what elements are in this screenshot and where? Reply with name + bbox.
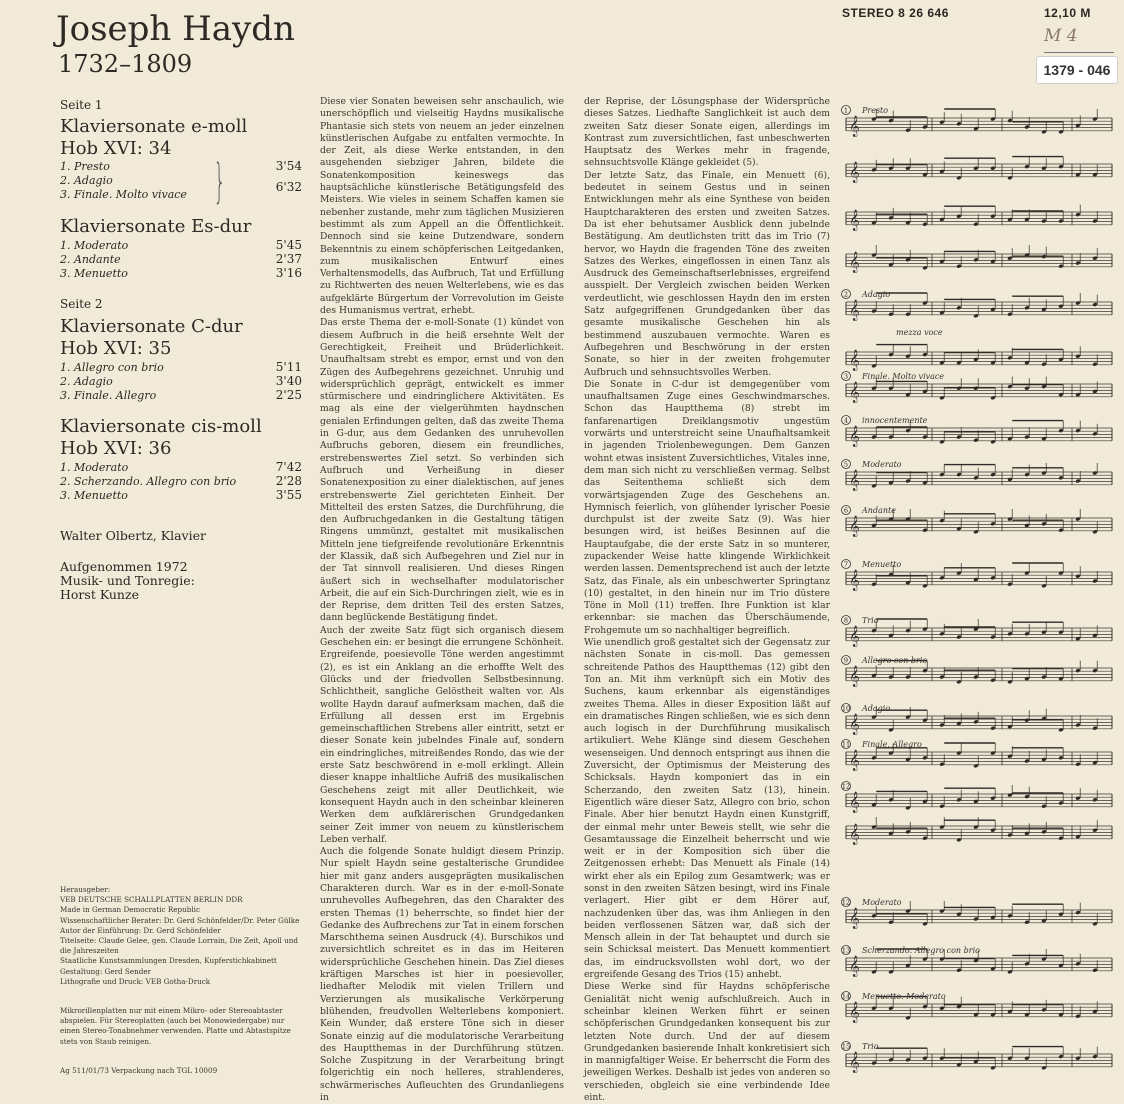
sonata-hob: Hob XVI: 34 — [60, 138, 172, 159]
movement: 1. Presto — [60, 160, 110, 173]
treble-clef-icon: 𝄞 — [849, 382, 860, 403]
example-number: 12 — [841, 782, 851, 791]
catalog-number: STEREO 8 26 646 — [842, 6, 949, 20]
tempo-marking: Finale. Allegro — [862, 740, 922, 749]
tempo-marking: Allegro con brio — [862, 656, 928, 665]
duration: 6'32 — [275, 180, 302, 194]
treble-clef-icon: 𝄞 — [849, 824, 860, 845]
sonata-title: Klaviersonate cis-moll — [60, 416, 262, 437]
recording-year: Aufgenommen 1972 — [60, 559, 188, 574]
essay-column-1 — [320, 96, 564, 1104]
example-number: 15 — [841, 1042, 851, 1051]
duration: 2'28 — [275, 474, 302, 488]
composer-name: Joseph Haydn — [56, 9, 295, 49]
treble-clef-icon: 𝄞 — [849, 162, 860, 183]
treble-clef-icon: 𝄞 — [849, 714, 860, 735]
music-examples — [840, 92, 1116, 1096]
example-number: 5 — [843, 460, 849, 469]
treble-clef-icon: 𝄞 — [849, 470, 860, 491]
treble-clef-icon: 𝄞 — [849, 1052, 860, 1073]
treble-clef-icon: 𝄞 — [849, 210, 860, 231]
tempo-marking: Trio — [862, 616, 879, 625]
treble-clef-icon: 𝄞 — [849, 666, 860, 687]
example-number: 12 — [841, 898, 851, 907]
tempo-marking: Presto — [862, 106, 889, 115]
example-number: 7 — [843, 560, 849, 569]
essay-paragraph: der Reprise, der Lösungsphase der Widersprüche dieses Satzes. Liedhafte Sanglichkeit ist auch dem zweiten Satz dieser Sonate eigen, allerdings im Kontrast zum zuversichtlichen, fast unbeschwerten Hauptsatz des Werkes mehr in fragende, sehnsuchtsvolle Klänge gekleidet (5). — [584, 96, 830, 169]
publisher-line: Herausgeber: — [60, 885, 111, 894]
direction-label: Musik- und Tonregie: — [60, 573, 195, 588]
publisher-info — [60, 885, 300, 987]
publisher-line: Staatliche Kunstsammlungen Dresden, Kupferstichkabinett — [60, 956, 277, 966]
duration: 5'11 — [275, 360, 302, 374]
tempo-marking: Adagio — [862, 290, 891, 299]
tempo-marking: innocentemente — [862, 416, 928, 425]
tempo-marking: Finale. Molto vivace — [862, 372, 945, 381]
essay-paragraph: Die Sonate in C-dur ist demgegenüber vom unaufhaltsamen Zuge eines Geschwindmarsches. Schon das Hauptthema (8) strebt im fanfarenartigen Dreiklangsmotiv ungestüm vorwärts und unterstreicht seine Unaufhaltsamkeit in jagenden Triolenbewegungen. Dem Ganzen wohnt etwas insistent Zuversichtliches, Vitales inne, dem man sich nicht zu verschließen vermag. Selbst das Seitenthema schließt sich dem vorwärtsjagenden Zuge des Geschehens an. Hymnisch feierlich, von glühender lyrischer Poesie durchpulst ist der zweite Satz (9). Was hier besungen wird, ist heißes Besinnen auf die Hauptaufgabe, die der erste Satz in so munterer, zupackender Weise hatte klingende Wirklichkeit werden lassen. Dementsprechend ist auch der letzte Satz, das Finale, als ein unbeschwerter Springtanz (10) gestaltet, in den hinein nur im Trio düstere Töne in Moll (11) treffen. Ihre Funktion ist klar erkennbar: sie machen das Überschäumende, Frohgemute um so nachhaltiger begreiflich. — [584, 378, 830, 636]
treble-clef-icon: 𝄞 — [849, 116, 860, 137]
treble-clef-icon: 𝄞 — [849, 252, 860, 273]
example-number: 9 — [843, 656, 849, 665]
care-instructions: Mikrorillenplatten nur mit einem Mikro- oder Stereoabtaster abspielen. Für Stereoplatten (auch bei Monowiedergabe) nur einen Stereo-Tonabnehmer verwenden. Platte und Abtastspitze stets von Staub reinigen. — [60, 1006, 291, 1046]
essay-paragraph: Wie unendlich groß gestaltet sich der Gegensatz zur nächsten Sonate in cis-moll. Das gemessen schreitende Pathos des Hauptthemas (12) gibt den Ton an. Mit ihm verknüpft sich ein Motiv des Suchens, kaum erkennbar als eigenständiges zweites Thema. Alles in dieser Exposition läßt auf ein dramatisches Ringen schließen, wie es sich denn auch logisch in der Durchführung musikalisch artikuliert. Wehe Klänge sind diesem Geschehen wesenseigen. Und dennoch entspringt aus ihnen die Zuversicht, der Optimismus der Meisterung des Schicksals. Haydn komponiert das in ein Scherzando, den zweiten Satz (13), hinein. Eigentlich wäre dieser Satz, Allegro con brio, schon Finale. Aber hier benutzt Haydn einen Kunstgriff, der einmal mehr unter Beweis stellt, wie sehr die Gesamtaussage die Einzelheit beherrscht und wie weit er in der Komposition sich über die Zeitgenossen erhebt: Das Menuett als Finale (14) wirkt eher als ein Epilog zum Gesamtwerk; was er sonst in den zweiten Sätzen besingt, wird ins Finale verlagert. Hier gibt er dem Hörer auf, nachzudenken über das, was ihm Anliegen in den beiden verflossenen Sätzen war, daß sich der Mensch allein in der Tat behauptet und durch sie sein Schicksal meistert. Das Menuett kommentiert das, im eindrucksvollsten wohl dort, wo der ergreifende Gesang des Trios (15) anhebt. — [584, 637, 831, 981]
performer-credit: Walter Olbertz, Klavier — [60, 528, 206, 543]
tempo-marking: Trio — [862, 1042, 879, 1051]
movement: 1. Moderato — [60, 239, 129, 252]
tempo-marking: Menuetto — [862, 560, 902, 569]
sonata-title: Klaviersonate C-dur — [60, 316, 243, 337]
treble-clef-icon: 𝄞 — [849, 426, 860, 447]
essay-paragraph: Auch der zweite Satz fügt sich organisch diesem Geschehen ein: er besingt die errungene Schönheit. Ergreifende, poesievolle Töne werden angestimmt (2), es ist ein Anklang an die erhoffte Welt des Glücks und der friedvollen Selbstbesinnung. Schlichtheit, sangliche Gelöstheit walten vor. Als wollte Haydn darauf aufmerksam machen, daß die Erfüllung all dessen erst im Ergebnis gemeinschaftlichen Strebens aller eintritt, setzt er dieser Sonate kein jubelndes Finale auf, sondern ein eindringliches, mitreißendes Rondo, das wie der erste Satz beschwörend in e-moll erklingt. Allein dieser knappe inhaltliche Aufriß des musikalischen Geschehens zeigt mit aller Deutlichkeit, wie konsequent Haydn auch in den scheinbar kleineren Werken dem aufklärerischen Grundgedanken seiner Zeit immer von neuem zu künstlerischem Leben verhalf. — [320, 624, 564, 845]
treble-clef-icon: 𝄞 — [849, 626, 860, 647]
duration: 3'55 — [275, 488, 302, 502]
tempo-marking: Adagio — [862, 704, 891, 713]
essay-paragraph: Das erste Thema der e-moll-Sonate (1) kündet von diesem Aufbruch in die heiß ersehnte Welt der Gerechtigkeit, Freiheit und Brüderlichkeit. Unaufhaltsam strebt es empor, ernst und von den Zügen des Aufbegehrens gezeichnet. Unruhig und widersprüchlich geprägt, entwickelt es immer stürmischere und eindringlichere Aktivitäten. Es mag als eine der vielgerühmten haydnschen genialen Erfindungen gelten, daß das zweite Thema in G-dur, aus dem Gedanken des unruhevollen Aufbruchs geboren, diesem ein freundliches, erstrebenswertes Ziel setzt. So verbinden sich Aufbruch und Verheißung in dieser Sonatenexposition zu einer dialektischen, auf jenes erstrebenswerte Ziel gerichteten Einheit. Der Mittelteil des ersten Satzes, die Durchführung, die den Aufbruchgedanken in die Gestaltung tätigen Ringens ummünzt, gestaltet mit musikalischen Mitteln jene tiefgreifende revolutionäre Erkenntnis der Klassik, daß sich Aufbegehren und Ziel nur in der Tat sinnvoll realisieren. Und dieses Ringen äußert sich in wechselhafter modulatorischer Arbeit, die auf ein Sich-Durchringen zielt, wie es in der Reprise, dem dritten Teil des ersten Satzes, dann beglückende Bestätigung findet. — [320, 317, 564, 624]
example-number: 4 — [843, 416, 849, 425]
brace-icon: } — [213, 154, 226, 208]
tempo-marking: Moderato — [862, 460, 902, 469]
sonata-title: Klaviersonate e-moll — [60, 116, 248, 137]
essay-paragraph: Diese vier Sonaten beweisen sehr anschaulich, wie unerschöpflich und vielseitig Haydns musikalische Phantasie sich stets von neuem an jeder einzelnen künstlerischen Aufgabe zu entfalten vermochte. In der Zeit, als diese Werke entstanden, in den ausgehenden siebziger Jahren, bildete die Sonatenkomposition keineswegs das hauptsächliche künstlerische Betätigungsfeld des Meisters. Wie vieles in seinem Schaffen kamen sie nebenher zustande, mehr zum täglichen Musizieren bestimmt als zum Appell an die Öffentlichkeit. Dennoch sind sie keine Dutzendware, sondern Bekenntnis zu einem schöpferischen Leitgedanken, zum musikalischen Entwurf eines Verhaltensmodells, das Aufbruch, Tat und Erfüllung zu Richtwerten des neuen Welterlebens, wie es das aufgeklärte Bürgertum der Vorrevolution im Geiste des Humanismus vertrat, erhebt. — [320, 96, 564, 317]
treble-clef-icon: 𝄞 — [849, 792, 860, 813]
example-number: 3 — [843, 372, 849, 381]
example-number: 10 — [841, 704, 851, 713]
duration: 3'54 — [275, 159, 302, 173]
director-name: Horst Kunze — [60, 587, 139, 602]
inventory-sticker: 1379 - 046 — [1036, 56, 1118, 84]
treble-clef-icon: 𝄞 — [849, 300, 860, 321]
duration: 5'45 — [275, 238, 302, 252]
movement: 2. Adagio — [60, 174, 113, 187]
publisher-line: Autor der Einführung: Dr. Gerd Schönfelder — [60, 925, 221, 935]
example-number: 8 — [843, 616, 849, 625]
movement: 2. Adagio — [60, 375, 113, 388]
treble-clef-icon: 𝄞 — [849, 570, 860, 591]
movement: 1. Allegro con brio — [60, 361, 164, 374]
treble-clef-icon: 𝄞 — [849, 350, 860, 371]
treble-clef-icon: 𝄞 — [849, 956, 860, 977]
example-number: 11 — [841, 740, 851, 749]
tempo-marking: Scherzando. Allegro con brio — [862, 946, 980, 955]
sonata-hob: Hob XVI: 35 — [60, 338, 172, 359]
composer-years: 1732–1809 — [58, 50, 193, 78]
treble-clef-icon: 𝄞 — [849, 908, 860, 929]
treble-clef-icon: 𝄞 — [849, 1002, 860, 1023]
handwritten-note: M 4 — [1044, 26, 1114, 53]
duration: 2'37 — [275, 252, 302, 266]
movement: 2. Scherzando. Allegro con brio — [60, 475, 237, 488]
example-number: 14 — [841, 992, 851, 1001]
sonata-hob: Hob XVI: 36 — [60, 438, 172, 459]
movement: 1. Moderato — [60, 461, 129, 474]
example-number: 2 — [843, 290, 849, 299]
publisher-line: Wissenschaftlicher Berater: Dr. Gerd Schönfelder/Dr. Peter Gülke — [60, 915, 300, 925]
catalog-code: Ag 511/01/73 Verpackung nach TGL 10009 — [60, 1066, 218, 1075]
price-label: 12,10 M — [1044, 6, 1091, 20]
publisher-line: VEB DEUTSCHE SCHALLPLATTEN BERLIN DDR — [60, 895, 243, 905]
movement: 3. Menuetto — [60, 267, 128, 280]
tempo-marking: Menuetto. Moderato — [862, 992, 946, 1001]
treble-clef-icon: 𝄞 — [849, 516, 860, 537]
example-number: 1 — [843, 106, 849, 115]
duration: 3'40 — [275, 374, 302, 388]
duration: 7'42 — [275, 460, 302, 474]
movement: 3. Menuetto — [60, 489, 128, 502]
essay-paragraph: Der letzte Satz, das Finale, ein Menuett (6), bedeutet in seinem Gestus und in seinen Entwicklungen mehr als eine Synthese von beiden Hauptcharakteren des ersten und zweiten Satzes. Da ist eher behutsamer Ausblick denn jubelnde Bestätigung. Am deutlichsten tritt das im Trio (7) hervor, wo Haydn die fragenden Töne des zweiten Satzes des Werkes, eingeflossen in einen Tanz als Ausdruck des Gemeinschaftserlebnisses, ergreifend ausspielt. Der Vergleich zwischen beiden Werken verdeutlicht, wie geschlossen Haydn den im ersten Satz aufgegriffenen Grundgedanken über das gesamte musikalische Geschehen hin als bestimmend auszubauen vermochte. Waren es Aufbegehren und Beschwörung in der ersten Sonate, so hier in der zweiten frohgemuter Aufbruch und sehnsuchtsvolles Werben. — [584, 169, 830, 378]
publisher-line: Titelseite: Claude Gelee, gen. Claude Lorrain, Die Zeit, Apoll und die Jahreszeiten — [60, 936, 298, 956]
dynamics-marking: mezza voce — [896, 328, 943, 337]
movement: 3. Finale. Molto vivace — [60, 188, 187, 201]
publisher-line: Gestaltung: Gerd Sender — [60, 966, 152, 976]
example-number: 13 — [841, 946, 851, 955]
example-number: 6 — [843, 506, 849, 515]
publisher-line: Lithografie und Druck: VEB Gotha-Druck — [60, 976, 211, 986]
duration: 3'16 — [275, 266, 302, 280]
duration: 2'25 — [275, 388, 302, 402]
essay-column-2 — [584, 96, 830, 1104]
essay-paragraph: Diese Werke sind für Haydns schöpferische Genialität nicht wenig aufschlußreich. Auch in scheinbar kleinen Werken führt er seinen schöpferischen Grundgedanken konsequent bis zur letzten Note durch. Und der auf diesem Grundgedanken basierende Inhalt konkretisiert sich in mannigfaltiger Weise. Er beherrscht die Form des jeweiligen Werkes. Deshalb ist jedes von anderen so verschieden, obgleich sie eine verbindende Idee eint. — [584, 981, 830, 1104]
movement: 2. Andante — [60, 253, 121, 266]
tempo-marking: Moderato — [862, 898, 902, 907]
sonata-title: Klaviersonate Es-dur — [60, 216, 252, 237]
publisher-line: Made in German Democratic Republic — [60, 905, 200, 915]
movement: 3. Finale. Allegro — [60, 389, 157, 402]
side-1-label: Seite 1 — [60, 98, 103, 112]
treble-clef-icon: 𝄞 — [849, 750, 860, 771]
tempo-marking: Andante — [862, 506, 896, 515]
side-2-label: Seite 2 — [60, 297, 103, 311]
essay-paragraph: Auch die folgende Sonate huldigt diesem Prinzip. Nur spielt Haydn seine gestalterische Grundidee hier mit ganz anders ausgeprägten musikalischen Charakteren durch. War es in der e-moll-Sonate unruhevolles Aufbegehren, das den Charakter des ersten Themas (1) beherrschte, so findet hier der Gedanke des Aufbrechens zur Tat in einem forschen Marschthema seinen Ausdruck (4). Burschikos und zuversichtlich schreitet es in das im Heiteren widersprüchliche Geschehen hinein. Das Ziel dieses kräftigen Marsches ist hier in poesievoller, liedhafter Melodik mit vielen Trillern und Verzierungen als musikalische Verkörperung blühenden, freudvollen Welterlebens komponiert. Kein Wunder, daß erstere Töne sich in dieser Sonate einzig auf die modulatorische Verarbeitung des Hauptthemas in der Durchführung stützen. Solche Zuspitzung in der Verarbeitung bringt folgerichtig ein noch helleres, strahlenderes, schwärmerisches Aufleuchten des Grundanliegens in — [320, 846, 564, 1104]
